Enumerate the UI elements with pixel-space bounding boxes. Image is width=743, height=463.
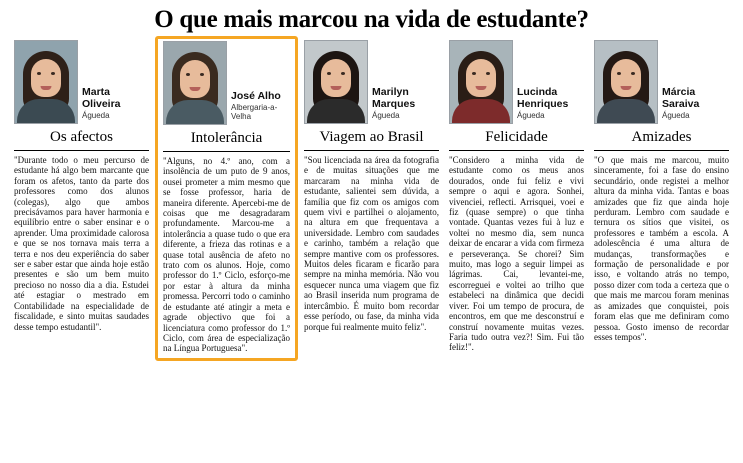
article-body: "Durante todo o meu percurso de estudante há algo bem marcante que foram os afetos, tanto da parte dos professores como dos alunos (colegas), algo que ambos precisávamos para haver harmonia e equilíbrio entre o saber ensinar e o aprender. Uma proximidade calorosa e que se nos tornava mais terra a terra e nos deu experiência do saber ser e saber estar que ainda hoje estão presentes e são um bem muito precioso no nosso dia a dia. Estudei até estagiar o mestrado em Contabilidade na especialidade de fiscalidade, e sinto muitas saudades desse tempo estudantil". <box>14 155 149 332</box>
person-name: Marta Oliveira <box>82 86 121 110</box>
portrait-photo <box>449 40 513 124</box>
article-column-4 <box>445 40 588 353</box>
photo-caption-row <box>594 40 729 124</box>
title-rule <box>14 150 149 151</box>
article-column-2-highlighted[interactable] <box>155 36 298 361</box>
article-body: "Considero a minha vida de estudante como os meus anos dourados, onde fui feliz e vivi sempre o aqui e agora. Sonhei, vivenciei, reflecti. Arrisquei, voei e fiz (quase sempre) o que tinha vontade. Quantas vezes fui à luz e voltei no mesmo dia, sem nunca deixar de encarar a vida com firmeza e perseverança. Se chorei? Sim muito, mas logo a seguir limpei as lágrimas. Cai, levantei-me, escorreguei e voltei ao trilho que estabeleci na dinâmica que decidi viver. Foi um tempo de procura, de encontros, em que me desconstruí e construí novamente muitas vezes. Faria tudo outra vez?! Sim. Fui tão feliz!". <box>449 155 584 353</box>
photo-caption <box>658 87 729 124</box>
photo-caption <box>368 87 439 124</box>
portrait-photo <box>14 40 78 124</box>
person-name: Márcia Saraiva <box>662 86 700 110</box>
title-rule <box>449 150 584 151</box>
person-place: Albergaria-a-Velha <box>231 103 278 121</box>
photo-caption-row <box>449 40 584 124</box>
person-name: José Alho <box>231 89 281 102</box>
article-column-5 <box>590 40 733 342</box>
article-title: Os afectos <box>50 129 113 145</box>
article-title: Intolerância <box>190 130 263 146</box>
portrait-photo <box>594 40 658 124</box>
article-column-3 <box>300 40 443 332</box>
article-body: "O que mais me marcou, muito sinceramente, foi a fase do ensino secundário, onde registei a melhor altura da minha vida. Tantas e boas amizades que fiz que ainda hoje perduram. Lembro com saudade e ternura os sítios que visitei, os professores e também a escola. A adolescência é uma altura de mudanças, transformações e formação de personalidade e por isso, e voltando atrás no tempo, posso dizer com toda a certeza que o que mais me marcou foram meninas as amizades que conquistei, pois foram elas que me definiram como pessoa. Gosto imenso de recordar esses tempos". <box>594 155 729 342</box>
article-title: Viagem ao Brasil <box>319 129 424 145</box>
person-name: Marilyn Marques <box>372 86 416 110</box>
title-rule <box>594 150 729 151</box>
photo-caption <box>78 87 149 124</box>
article-title: Amizades <box>631 129 692 145</box>
article-column-1 <box>10 40 153 332</box>
portrait-photo <box>304 40 368 124</box>
columns-container <box>10 40 733 361</box>
portrait-photo <box>163 41 227 125</box>
photo-caption <box>227 91 290 126</box>
page-title: O que mais marcou na vida de estudante? <box>154 6 589 33</box>
article-body: "Alguns, no 4.º ano, com a insolência de um puto de 9 anos, ousei prometer a mim mesmo que se fosse professor, haria de maneira diferente. Apercebi-me de coisas que me desagradaram profundamente. Marcou-me a intolerância a quase tudo o que era diferente, a frieza das rotinas e a quase total ausência de afeto no trato com os alunos. Hoje, como professor do 1.º Ciclo, esforço-me por estar à altura da minha promessa. Percorri todo o caminho de estudante até atingir a meta e agrade objectivo que foi a licenciatura como professor do 1.º Ciclo, com área de especialização na Língua Portuguesa". <box>163 156 290 354</box>
article-title: Felicidade <box>485 129 548 145</box>
title-rule <box>304 150 439 151</box>
photo-caption-row <box>14 40 149 124</box>
person-place: Águeda <box>517 111 545 120</box>
photo-caption-row <box>304 40 439 124</box>
photo-caption <box>513 87 584 124</box>
person-place: Águeda <box>662 111 690 120</box>
person-place: Águeda <box>372 111 400 120</box>
person-place: Águeda <box>82 111 110 120</box>
person-name: Lucinda Henriques <box>517 86 569 110</box>
article-body: "Sou licenciada na área da fotografia e de muitas situações que me marcaram na minha vida de estudante, salientei sem dúvida, a família que fiz com os amigos com quem vivi e partilhei o alojamento, na altura em que frequentava a universidade. Lembro com saudades e carinho, também a relação que sempre mantive com os professores. Muitos deles ficaram e ficarão para sempre na minha memória. Não vou esquecer nunca uma viagem que fiz ao Brasil inserida num programa de intercâmbio. É muito bom recordar esse período, ou fase, da minha vida porque fui realmente muito feliz". <box>304 155 439 332</box>
title-rule <box>163 151 290 152</box>
photo-caption-row <box>163 41 290 125</box>
